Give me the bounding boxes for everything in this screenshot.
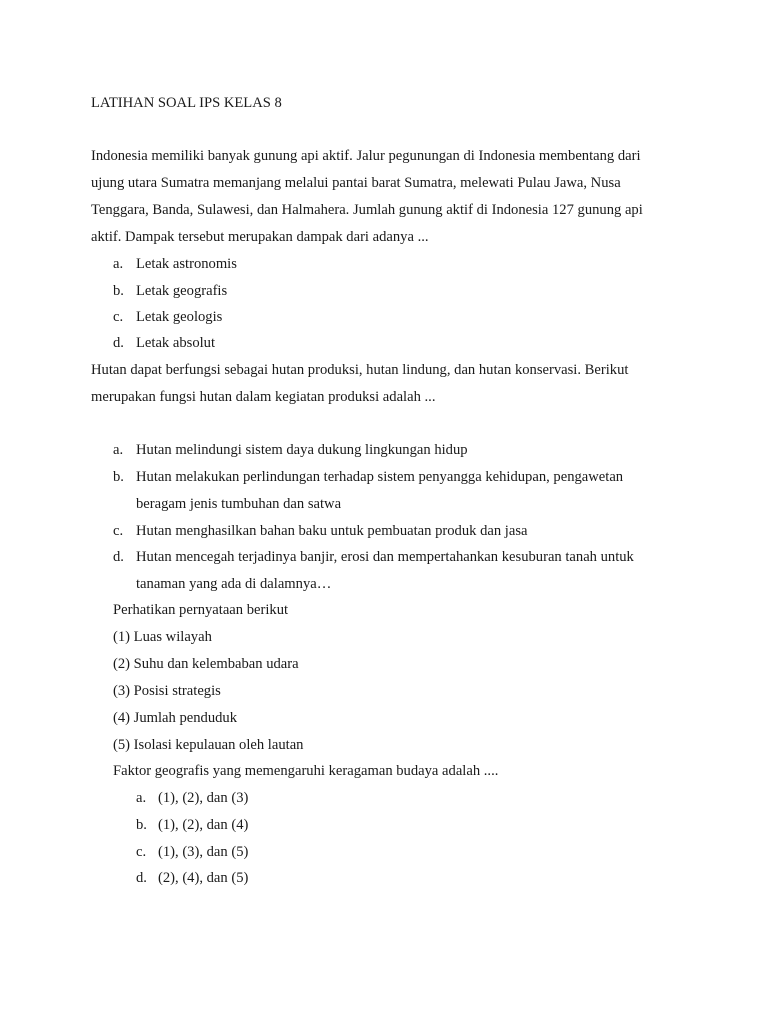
option-text: (2), (4), dan (5) — [158, 870, 249, 886]
option-letter: a. — [113, 442, 124, 458]
option-letter: a. — [136, 790, 147, 806]
option-text: Hutan menghasilkan bahan baku untuk pembuatan produk dan jasa — [136, 523, 528, 539]
option-text: (1), (2), dan (3) — [158, 790, 249, 806]
option-text: Letak absolut — [136, 335, 216, 351]
q3-intro: Perhatikan pernyataan berikut — [113, 602, 289, 618]
option-letter: d. — [113, 335, 124, 351]
option-text: Hutan melindungi sistem daya dukung lingkungan hidup — [136, 442, 468, 458]
q3-question: Faktor geografis yang memengaruhi keragaman budaya adalah .... — [113, 763, 499, 779]
option-letter: b. — [113, 283, 124, 299]
option-letter: c. — [113, 523, 124, 539]
option-letter: b. — [113, 469, 124, 485]
q1-text-line-4: aktif. Dampak tersebut merupakan dampak dari adanya ... — [91, 229, 429, 245]
q1-text-line-3: Tenggara, Banda, Sulawesi, dan Halmahera. Jumlah gunung aktif di Indonesia 127 gunung api — [91, 202, 643, 218]
option-text: Hutan melakukan perlindungan terhadap sistem penyangga kehidupan, pengawetan — [136, 469, 624, 485]
q3-statement-2: (2) Suhu dan kelembaban udara — [113, 656, 299, 672]
q3-statement-1: (1) Luas wilayah — [113, 629, 212, 645]
q2-option-d-continuation: tanaman yang ada di dalamnya… — [136, 576, 332, 592]
q3-statement-5: (5) Isolasi kepulauan oleh lautan — [113, 737, 304, 753]
option-text: (1), (3), dan (5) — [158, 844, 249, 860]
option-letter: a. — [113, 256, 124, 272]
option-text: Letak geografis — [136, 283, 228, 299]
option-letter: d. — [136, 870, 147, 886]
q2-option-b-continuation: beragam jenis tumbuhan dan satwa — [136, 496, 342, 512]
q2-text-line-1: Hutan dapat berfungsi sebagai hutan produksi, hutan lindung, dan hutan konservasi. Berikut — [91, 362, 629, 378]
document-title: LATIHAN SOAL IPS KELAS 8 — [91, 95, 282, 111]
q1-text-line-2: ujung utara Sumatra memanjang melalui pantai barat Sumatra, melewati Pulau Jawa, Nusa — [91, 175, 621, 191]
option-letter: d. — [113, 549, 124, 565]
option-text: Letak geologis — [136, 309, 223, 325]
q1-text-line-1: Indonesia memiliki banyak gunung api aktif. Jalur pegunungan di Indonesia membentang dari — [91, 148, 641, 164]
option-text: Hutan mencegah terjadinya banjir, erosi dan mempertahankan kesuburan tanah untuk — [136, 549, 634, 565]
option-text: Letak astronomis — [136, 256, 237, 272]
q3-statement-3: (3) Posisi strategis — [113, 683, 221, 699]
option-letter: b. — [136, 817, 147, 833]
option-text: (1), (2), dan (4) — [158, 817, 249, 833]
q3-statement-4: (4) Jumlah penduduk — [113, 710, 238, 726]
option-letter: c. — [136, 844, 147, 860]
option-letter: c. — [113, 309, 124, 325]
q2-text-line-2: merupakan fungsi hutan dalam kegiatan produksi adalah ... — [91, 389, 436, 405]
